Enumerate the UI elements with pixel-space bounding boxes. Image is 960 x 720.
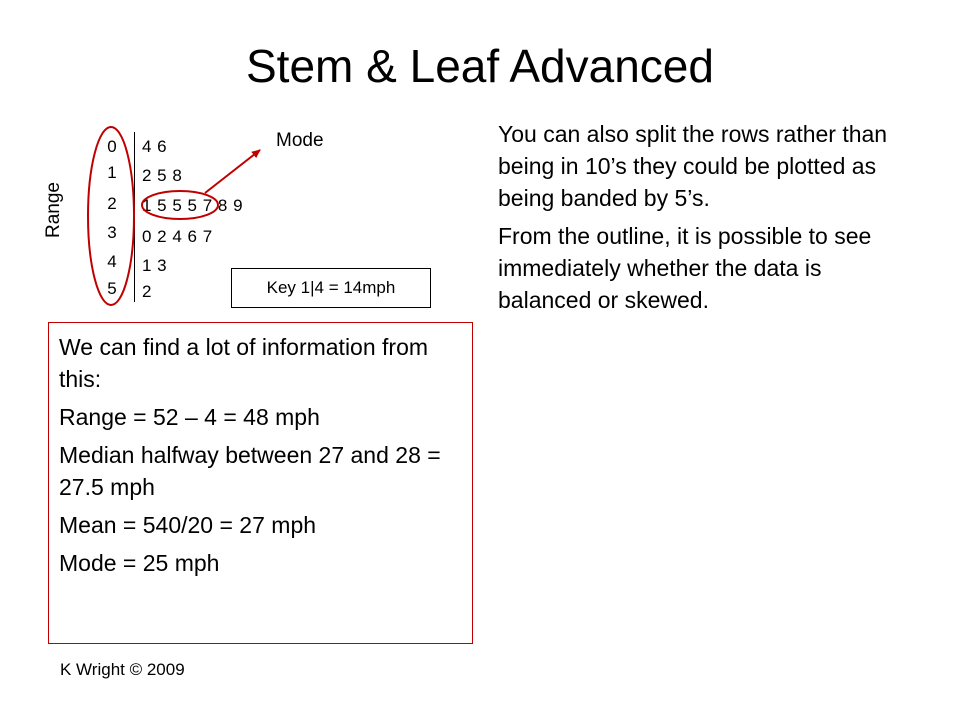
stem-leaf-divider xyxy=(134,132,135,302)
range-label: Range xyxy=(43,182,64,238)
note-outline: From the outline, it is possible to see immediately whether the data is balanced or skewed. xyxy=(498,223,872,313)
stem-2: 2 xyxy=(107,194,117,213)
leaves-3: 0 2 4 6 7 xyxy=(142,227,213,246)
leaves-2: 1 5 5 5 7 8 9 xyxy=(142,196,243,215)
info-intro: We can find a lot of information from this: xyxy=(59,334,429,392)
info-box xyxy=(48,322,473,644)
info-range: Range = 52 – 4 = 48 mph xyxy=(59,404,320,430)
info-median: Median halfway between 27 and 28 = 27.5 mph xyxy=(59,442,441,500)
mode-label: Mode xyxy=(276,130,324,151)
leaves-4: 1 3 xyxy=(142,256,167,275)
stem-5: 5 xyxy=(107,279,117,298)
footer-copyright: K Wright © 2009 xyxy=(60,660,185,679)
slide-title: Stem & Leaf Advanced xyxy=(246,40,714,92)
info-mode: Mode = 25 mph xyxy=(59,550,220,576)
notes-panel xyxy=(498,118,918,322)
leaves-5: 2 xyxy=(142,282,152,301)
leaves-1: 2 5 8 xyxy=(142,166,182,185)
stem-1: 1 xyxy=(107,163,117,182)
leaves-0: 4 6 xyxy=(142,137,167,156)
stem-4: 4 xyxy=(107,252,117,271)
stem-3: 3 xyxy=(107,223,117,242)
info-mean: Mean = 540/20 = 27 mph xyxy=(59,512,317,538)
mode-arrow xyxy=(205,150,260,193)
stem-0: 0 xyxy=(107,137,117,156)
note-split-rows: You can also split the rows rather than being in 10’s they could be plotted as being banded by 5’s. xyxy=(498,121,888,211)
key-box: Key 1|4 = 14mph xyxy=(231,268,431,308)
